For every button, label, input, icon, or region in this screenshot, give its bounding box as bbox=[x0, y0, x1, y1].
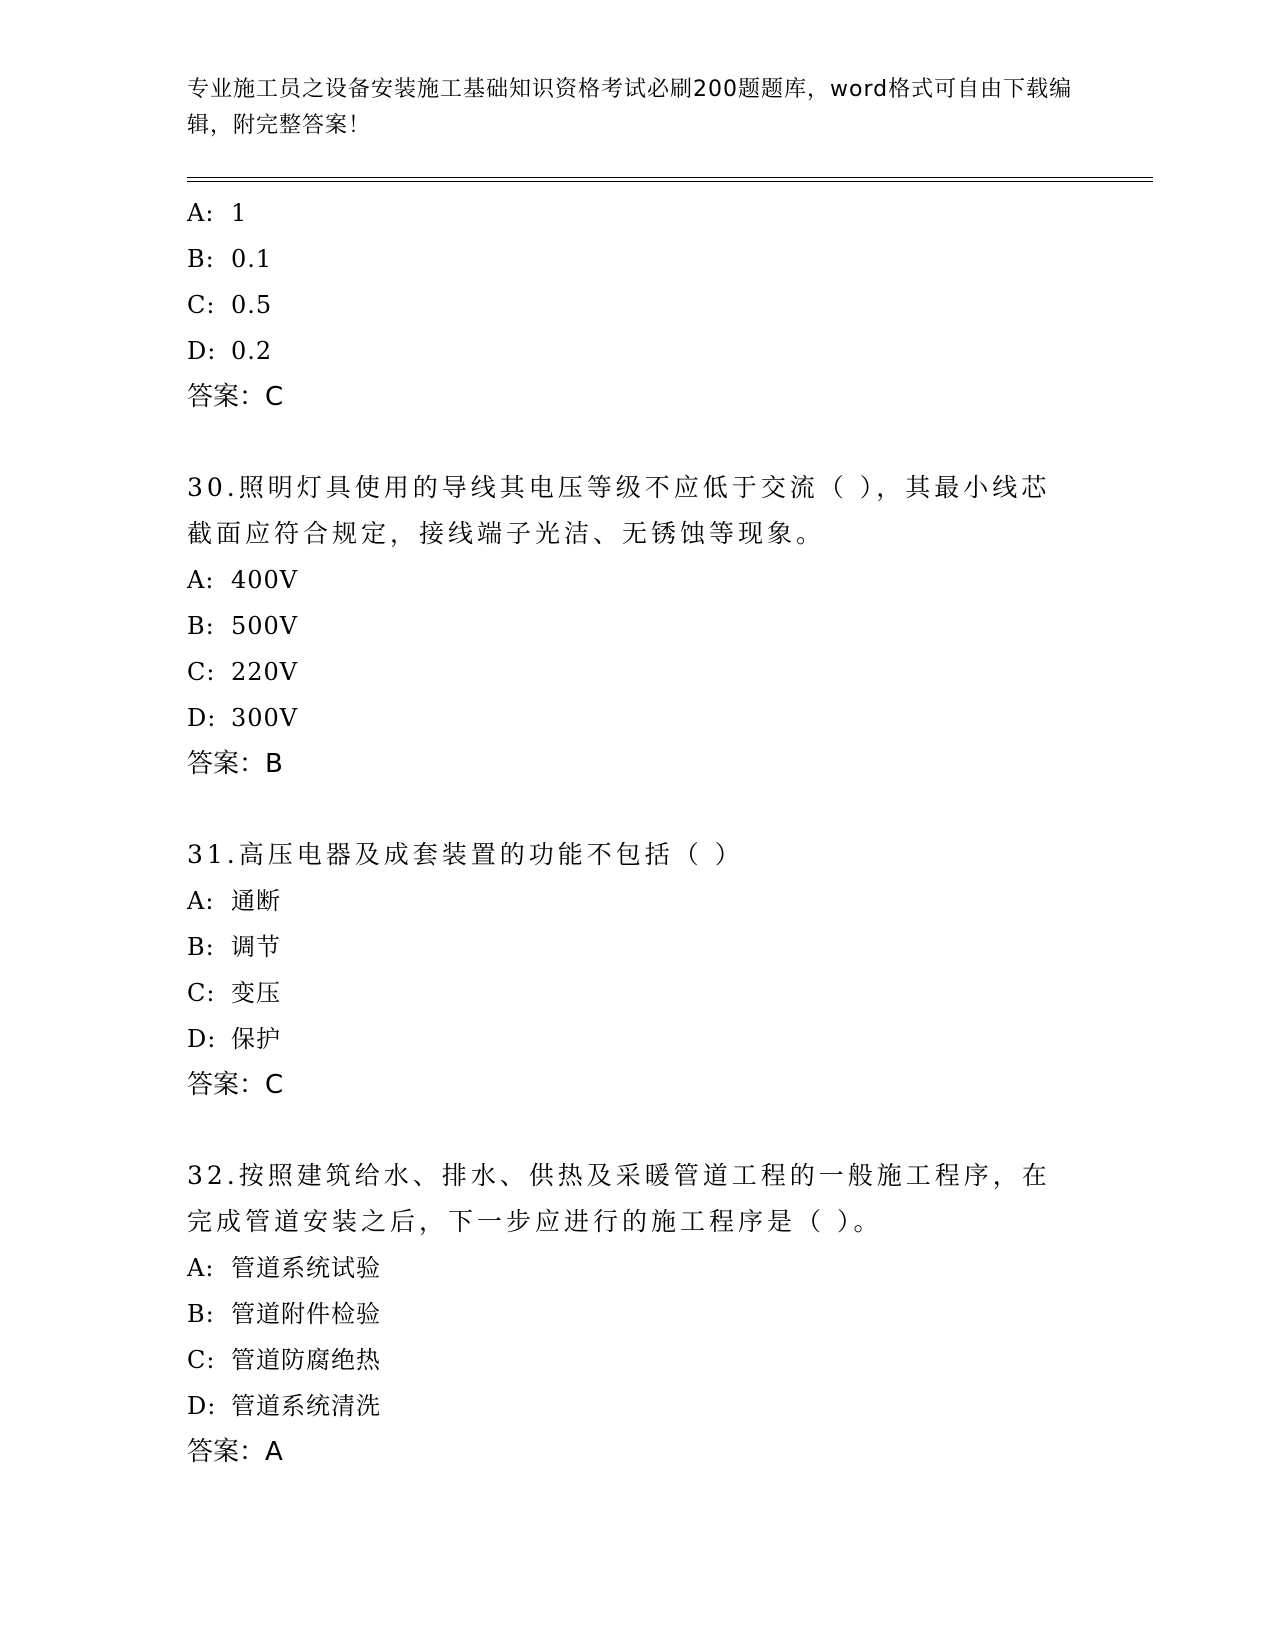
option-b bbox=[187, 236, 1087, 282]
option-c bbox=[187, 649, 1087, 695]
option-a bbox=[187, 190, 1087, 236]
option-letter: D: bbox=[187, 1392, 217, 1420]
option-letter: D: bbox=[187, 337, 217, 365]
option-letter: B: bbox=[187, 1300, 215, 1328]
option-letter: D: bbox=[187, 704, 217, 732]
question-stem: 30.照明灯具使用的导线其电压等级不应低于交流（ ），其最小线芯截面应符合规定，接线端子光洁、无锈蚀等现象。 bbox=[187, 473, 1051, 548]
option-c bbox=[187, 970, 1087, 1016]
option-letter: C: bbox=[187, 658, 216, 686]
question-31 bbox=[187, 832, 1087, 1108]
option-text: 0.1 bbox=[231, 245, 273, 273]
option-letter: A: bbox=[187, 1254, 215, 1282]
header-double-rule bbox=[187, 177, 1153, 182]
answer-value: B bbox=[265, 749, 283, 779]
option-text: 变压 bbox=[231, 979, 281, 1007]
option-d bbox=[187, 1016, 1087, 1062]
answer-label: 答案： bbox=[187, 749, 266, 779]
option-letter: C: bbox=[187, 291, 216, 319]
answer-value: C bbox=[265, 1070, 284, 1100]
option-d bbox=[187, 328, 1087, 374]
document-header: 专业施工员之设备安装施工基础知识资格考试必刷200题题库，word格式可自由下载编辑，附完整答案！ bbox=[187, 77, 1073, 138]
question-29-continued bbox=[187, 190, 1087, 420]
option-letter: A: bbox=[187, 887, 215, 915]
option-b bbox=[187, 1291, 1087, 1337]
option-text: 400V bbox=[231, 566, 299, 594]
answer-label: 答案： bbox=[187, 1070, 266, 1100]
option-text: 500V bbox=[231, 612, 299, 640]
option-letter: B: bbox=[187, 933, 215, 961]
option-text: 300V bbox=[231, 704, 299, 732]
document-content bbox=[187, 190, 1087, 1475]
option-b bbox=[187, 924, 1087, 970]
answer-line bbox=[187, 374, 1087, 420]
answer-value: A bbox=[265, 1437, 283, 1467]
answer-label: 答案： bbox=[187, 1437, 266, 1467]
option-letter: B: bbox=[187, 245, 215, 273]
answer-line bbox=[187, 1062, 1087, 1108]
answer-line bbox=[187, 1429, 1087, 1475]
option-letter: A: bbox=[187, 199, 215, 227]
option-text: 保护 bbox=[231, 1025, 281, 1053]
option-a bbox=[187, 878, 1087, 924]
option-d bbox=[187, 1383, 1087, 1429]
option-letter: C: bbox=[187, 1346, 216, 1374]
option-letter: B: bbox=[187, 612, 215, 640]
answer-value: C bbox=[265, 382, 284, 412]
option-text: 管道系统清洗 bbox=[231, 1392, 381, 1420]
option-c bbox=[187, 1337, 1087, 1383]
answer-label: 答案： bbox=[187, 382, 266, 412]
option-b bbox=[187, 603, 1087, 649]
option-text: 管道防腐绝热 bbox=[231, 1346, 381, 1374]
option-letter: A: bbox=[187, 566, 215, 594]
option-text: 管道系统试验 bbox=[231, 1254, 381, 1282]
answer-line bbox=[187, 741, 1087, 787]
option-text: 管道附件检验 bbox=[231, 1300, 381, 1328]
option-text: 1 bbox=[231, 199, 248, 227]
question-stem: 32.按照建筑给水、排水、供热及采暖管道工程的一般施工程序，在完成管道安装之后，下一步应进行的施工程序是（ ）。 bbox=[187, 1161, 1051, 1236]
option-a bbox=[187, 557, 1087, 603]
option-d bbox=[187, 695, 1087, 741]
option-letter: D: bbox=[187, 1025, 217, 1053]
option-text: 调节 bbox=[231, 933, 281, 961]
option-text: 通断 bbox=[231, 887, 281, 915]
option-text: 0.5 bbox=[231, 291, 273, 319]
option-text: 220V bbox=[231, 658, 299, 686]
option-a bbox=[187, 1245, 1087, 1291]
question-32 bbox=[187, 1153, 1087, 1475]
option-text: 0.2 bbox=[231, 337, 273, 365]
option-letter: C: bbox=[187, 979, 216, 1007]
option-c bbox=[187, 282, 1087, 328]
question-stem: 31.高压电器及成套装置的功能不包括（ ） bbox=[187, 840, 744, 869]
question-30 bbox=[187, 465, 1087, 787]
